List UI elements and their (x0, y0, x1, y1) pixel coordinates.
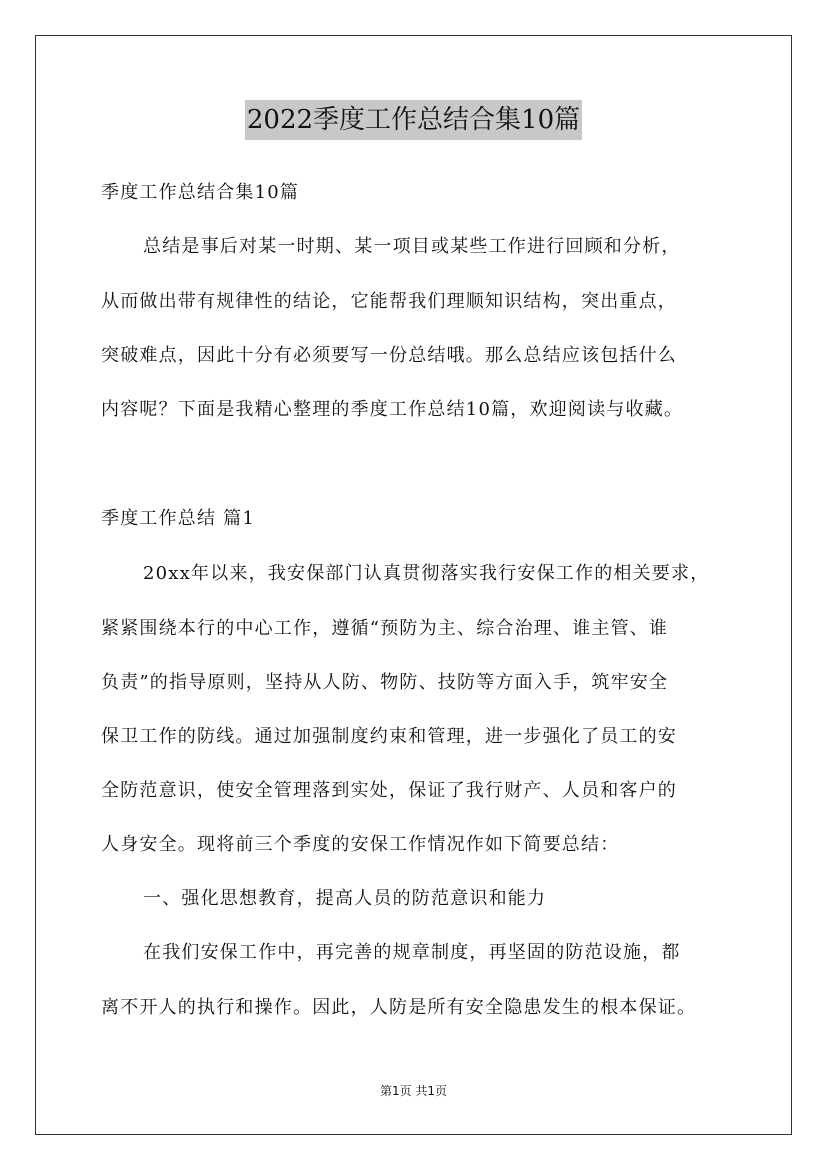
intro-line-1: 总结是事后对某一时期、某一项目或某些工作进行回顾和分析， (143, 236, 681, 257)
intro-line-3: 突破难点，因此十分有必须要写一份总结哦。那么总结应该包括什么 (101, 345, 677, 366)
section-line-2: 紧紧围绕本行的中心工作，遵循“预防为主、综合治理、谁主管、谁 (101, 618, 669, 639)
document-title: 2022季度工作总结合集10篇 (245, 100, 582, 140)
title-container (0, 100, 827, 140)
page-footer: 第1页 共1页 (379, 1084, 448, 1098)
section-heading: 季度工作总结 篇1 (101, 508, 255, 529)
section-line-4: 保卫工作的防线。通过加强制度约束和管理，进一步强化了员工的安 (101, 726, 677, 747)
intro-line-2: 从而做出带有规律性的结论，它能帮我们理顺知识结构，突出重点， (101, 291, 677, 312)
closing-line-2: 离不开人的执行和操作。因此，人防是所有安全隐患发生的根本保证。 (101, 997, 697, 1018)
subheading: 一、强化思想教育，提高人员的防范意识和能力 (143, 888, 547, 909)
closing-line-1: 在我们安保工作中，再完善的规章制度，再坚固的防范设施，都 (143, 942, 681, 963)
intro-line-4: 内容呢？下面是我精心整理的季度工作总结10篇，欢迎阅读与收藏。 (101, 399, 684, 420)
document-subtitle: 季度工作总结合集10篇 (101, 182, 300, 203)
section-line-3: 负责”的指导原则，坚持从人防、物防、技防等方面入手，筑牢安全 (101, 672, 669, 693)
section-line-1: 20xx年以来，我安保部门认真贯彻落实我行安保工作的相关要求， (143, 563, 710, 584)
section-line-6: 人身安全。现将前三个季度的安保工作情况作如下简要总结： (101, 834, 620, 855)
section-line-5: 全防范意识，使安全管理落到实处，保证了我行财产、人员和客户的 (101, 780, 677, 801)
